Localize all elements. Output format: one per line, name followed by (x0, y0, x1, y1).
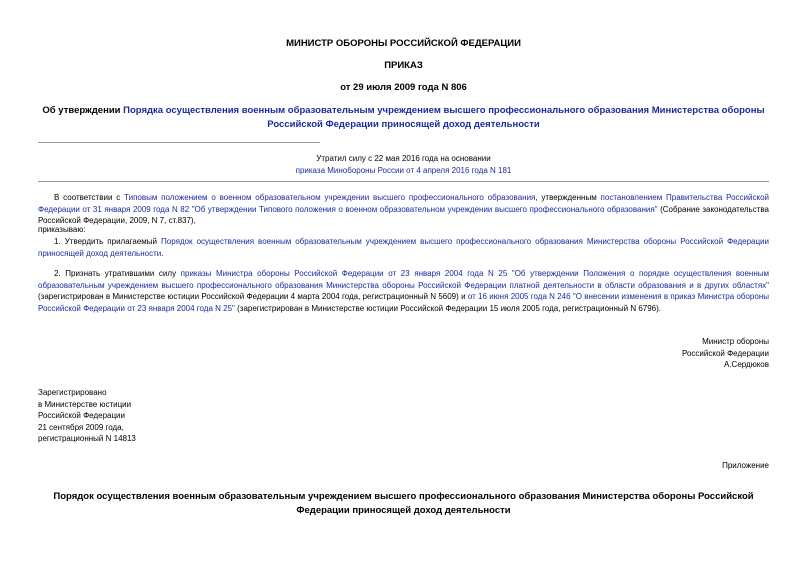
appendix-label: Приложение (722, 461, 769, 470)
ministry-heading: МИНИСТР ОБОРОНЫ РОССИЙСКОЙ ФЕДЕРАЦИИ (286, 38, 521, 49)
item-1-text-1: 1. Утвердить прилагаемый (54, 237, 162, 246)
registration-block (38, 387, 298, 445)
short-divider (38, 142, 320, 143)
preamble-paragraph (38, 192, 769, 227)
date-number-heading: от 29 июля 2009 года N 806 (340, 82, 467, 93)
typical-regulation-link[interactable]: Типовым положением о военном образовательном учреждении высшего профессионального образования (124, 193, 536, 202)
doc-type-heading: ПРИКАЗ (384, 60, 423, 71)
signature-line-3: А.Сердюков (723, 360, 769, 369)
preamble-text-1: В соответствии с (54, 193, 125, 202)
signature-line-1: Министр обороны (702, 337, 769, 346)
registration-line-3: Российской Федерации (38, 411, 125, 420)
title-link[interactable]: Порядка осуществления военным образовательным учреждением высшего профессионального образования Министерства обороны Российской Федерации приносящей доход деятельности (123, 105, 765, 130)
item-2-text-3: (зарегистрирован в Министерстве юстиции Российской Федерации 15 июля 2005 года, регистрационный N 6796). (234, 303, 662, 313)
order-word: приказываю: (38, 225, 86, 234)
preamble-text-2: , утвержденным (535, 193, 601, 202)
registration-line-1: Зарегистрировано (38, 388, 107, 397)
order-25-link[interactable]: приказы Министра обороны Российской Федерации от 23 января 2004 года N 25 "Об утверждении Положения о порядке осуществления военным образовательным учреждением высшего профессионального образования Министерства обороны Российской Федерации платной деятельности в области образования и в других областях" (38, 269, 770, 290)
item-2-paragraph (38, 268, 769, 314)
status-note-link[interactable]: приказа Минобороны России от 4 апреля 2016 года N 181 (295, 166, 512, 175)
item-2-text-2: (зарегистрирован в Министерстве юстиции Российской Федерации 4 марта 2004 года, регистрационный N 5609) и (38, 292, 468, 301)
procedure-link[interactable]: Порядок осуществления военным образовательным учреждением высшего профессионального образования Министерства обороны Российской Федерации приносящей доход деятельности (38, 237, 769, 258)
registration-line-4: 21 сентября 2009 года, (38, 422, 124, 432)
registration-line-5: регистрационный N 14813 (38, 434, 136, 443)
item-1-paragraph (38, 236, 769, 259)
item-1-text-2: . (161, 248, 164, 258)
registration-line-2: в Министерстве юстиции (38, 399, 132, 409)
signature-line-2: Российской Федерации (682, 348, 769, 358)
preamble-text-3: (Собрание законодательства Российской Федерации, 2009, N 7, ст.837), (38, 204, 769, 225)
title-prefix: Об утверждении (42, 105, 124, 116)
order-246-link[interactable]: от 16 июня 2005 года N 246 "О внесении изменения в приказ Министра обороны Российской Федерации от 23 января 2004 года N 25" (38, 292, 769, 313)
appendix-title: Порядок осуществления военным образовательным учреждением высшего профессионального образования Министерства обороны Российской Федерации приносящей доход деятельности (53, 491, 754, 516)
signature-block (540, 336, 769, 371)
long-divider (38, 181, 769, 182)
document-title (30, 104, 777, 132)
item-2-text-1: 2. Признать утратившими силу (54, 269, 181, 278)
government-decree-link[interactable]: постановлением Правительства Российской Федерации от 31 января 2009 года N 82 "Об утверждении Типового положения о военном образовательном учреждении высшего профессионального образования" (38, 193, 769, 214)
status-note-text: Утратил силу с 22 мая 2016 года на основании (316, 154, 491, 163)
